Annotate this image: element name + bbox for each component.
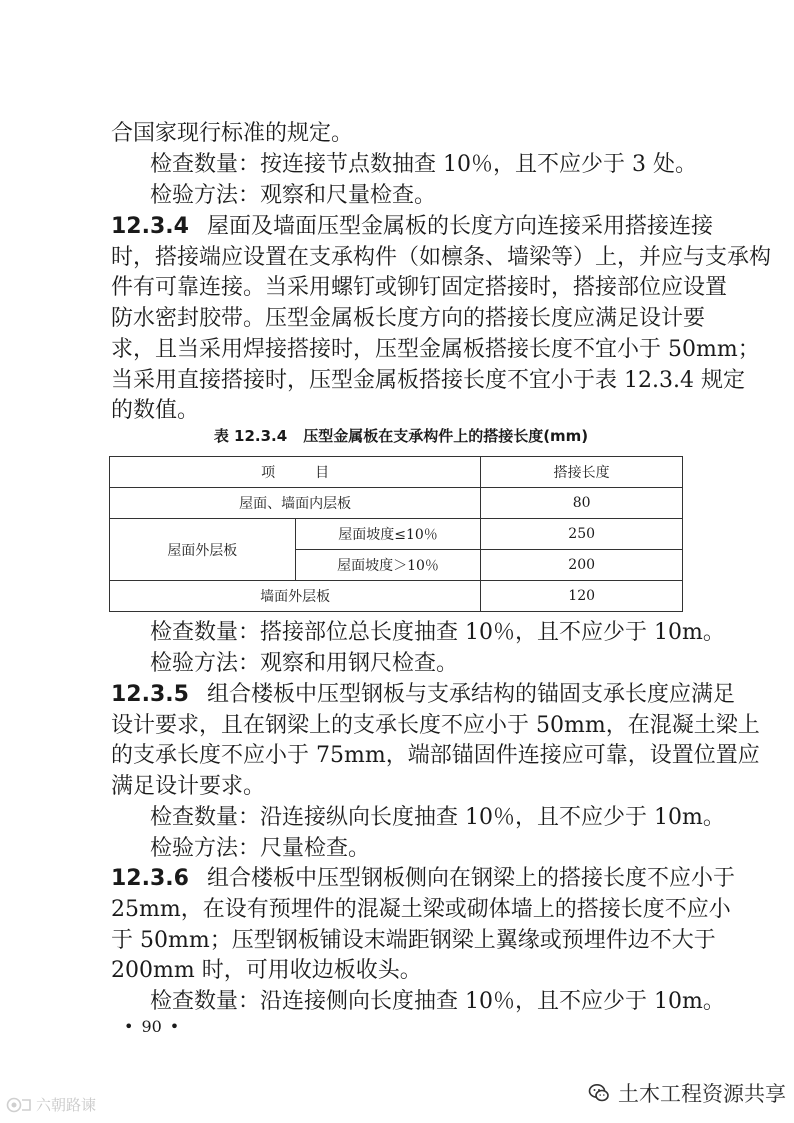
clause-12-3-4-text-6: 当采用直接搭接时，压型金属板搭接长度不宜小于表 12.3.4 规定 bbox=[111, 368, 745, 393]
inner-panel-label: 屋面、墙面内层板 bbox=[110, 488, 481, 519]
wall-outer-value: 120 bbox=[481, 581, 683, 612]
clause-12-3-6-check-quantity: 检查数量：沿连接侧向长度抽查 10％，且不应少于 10m。 bbox=[150, 989, 725, 1014]
header-item-char-1: 项 bbox=[261, 465, 276, 481]
wall-outer-label: 墙面外层板 bbox=[110, 581, 481, 612]
clause-12-3-5-first-line bbox=[111, 680, 735, 710]
check-quantity-line: 检查数量：按连接节点数抽查 10％，且不应少于 3 处。 bbox=[150, 152, 697, 177]
clause-12-3-5-text-2: 设计要求，且在钢梁上的支承长度不应小于 50mm，在混凝土梁上 bbox=[111, 713, 760, 738]
source-watermark bbox=[588, 1078, 786, 1108]
clause-12-3-5-check-quantity: 检查数量：沿连接纵向长度抽查 10％，且不应少于 10m。 bbox=[150, 805, 725, 830]
clause-12-3-6-text-4: 200mm 时，可用收边板收头。 bbox=[111, 958, 422, 983]
table-check-quantity: 检查数量：搭接部位总长度抽查 10％，且不应少于 10m。 bbox=[150, 620, 725, 645]
clause-12-3-4-text-1: 屋面及墙面压型金属板的长度方向连接采用搭接连接 bbox=[206, 214, 713, 239]
camera-watermark-text: 六朝路谏 bbox=[36, 1096, 97, 1114]
camera-watermark-icon bbox=[6, 1096, 32, 1114]
roof-slope-low-value: 250 bbox=[481, 519, 683, 550]
roof-slope-low-label: 屋面坡度≤10％ bbox=[295, 519, 481, 550]
clause-12-3-4-text-4: 防水密封胶带。压型金属板长度方向的搭接长度应满足设计要 bbox=[111, 306, 706, 331]
table-row-inner bbox=[110, 488, 683, 519]
clause-12-3-4-text-5: 求，且当采用焊接搭接时，压型金属板搭接长度不宜小于 50mm； bbox=[111, 337, 760, 362]
roof-slope-high-value: 200 bbox=[481, 550, 683, 581]
page-number-value: 90 bbox=[141, 1017, 162, 1036]
page-number: • 90 • bbox=[124, 1017, 180, 1036]
header-item-cell bbox=[110, 457, 481, 488]
clause-12-3-6-text-3: 于 50mm；压型钢板铺设末端距钢梁上翼缘或预埋件边不大于 bbox=[111, 928, 716, 953]
clause-12-3-6-first-line bbox=[111, 864, 735, 894]
roof-slope-high-label: 屋面坡度＞10％ bbox=[295, 550, 481, 581]
check-method-line: 检验方法：观察和尺量检查。 bbox=[150, 183, 437, 208]
table-caption-title: 压型金属板在支承构件上的搭接长度(mm) bbox=[303, 427, 589, 445]
camera-watermark bbox=[6, 1094, 96, 1115]
clause-12-3-4-text-2: 时，搭接端应设置在支承构件（如檩条、墙梁等）上，并应与支承构 bbox=[111, 245, 772, 270]
clause-12-3-5-text-3: 的支承长度不应小于 75mm，端部锚固件连接应可靠，设置位置应 bbox=[111, 743, 760, 768]
clause-12-3-4-text-7: 的数值。 bbox=[111, 398, 200, 423]
table-caption bbox=[111, 426, 691, 446]
header-length-cell: 搭接长度 bbox=[481, 457, 683, 488]
table-row-wall-outer bbox=[110, 581, 683, 612]
header-item-char-2: 目 bbox=[315, 465, 330, 481]
clause-12-3-5-text-4: 满足设计要求。 bbox=[111, 774, 266, 799]
inner-panel-value: 80 bbox=[481, 488, 683, 519]
wechat-logo-icon bbox=[588, 1082, 610, 1104]
table-header-row bbox=[110, 457, 683, 488]
table-check-method: 检验方法：观察和用钢尺检查。 bbox=[150, 651, 459, 676]
table-row-roof-outer-1 bbox=[110, 519, 683, 550]
lap-length-table bbox=[109, 456, 683, 612]
table-caption-number: 表 12.3.4 bbox=[213, 427, 288, 445]
roof-outer-label: 屋面外层板 bbox=[110, 519, 296, 581]
clause-number-12-3-5: 12.3.5 bbox=[111, 682, 189, 707]
clause-12-3-4-first-line bbox=[111, 212, 713, 242]
clause-number-12-3-6: 12.3.6 bbox=[111, 866, 189, 891]
clause-12-3-5-check-method: 检验方法：尺量检查。 bbox=[150, 836, 371, 861]
clause-12-3-6-text-1: 组合楼板中压型钢板侧向在钢梁上的搭接长度不应小于 bbox=[206, 866, 735, 891]
clause-number-12-3-4: 12.3.4 bbox=[111, 214, 189, 239]
clause-12-3-5-text-1: 组合楼板中压型钢板与支承结构的锚固支承长度应满足 bbox=[206, 682, 735, 707]
source-watermark-text: 土木工程资源共享 bbox=[618, 1082, 786, 1106]
clause-12-3-4-text-3: 件有可靠连接。当采用螺钉或铆钉固定搭接时，搭接部位应设置 bbox=[111, 275, 728, 300]
body-line-1: 合国家现行标准的规定。 bbox=[111, 121, 354, 146]
clause-12-3-6-text-2: 25mm，在设有预埋件的混凝土梁或砌体墙上的搭接长度不应小 bbox=[111, 897, 731, 922]
